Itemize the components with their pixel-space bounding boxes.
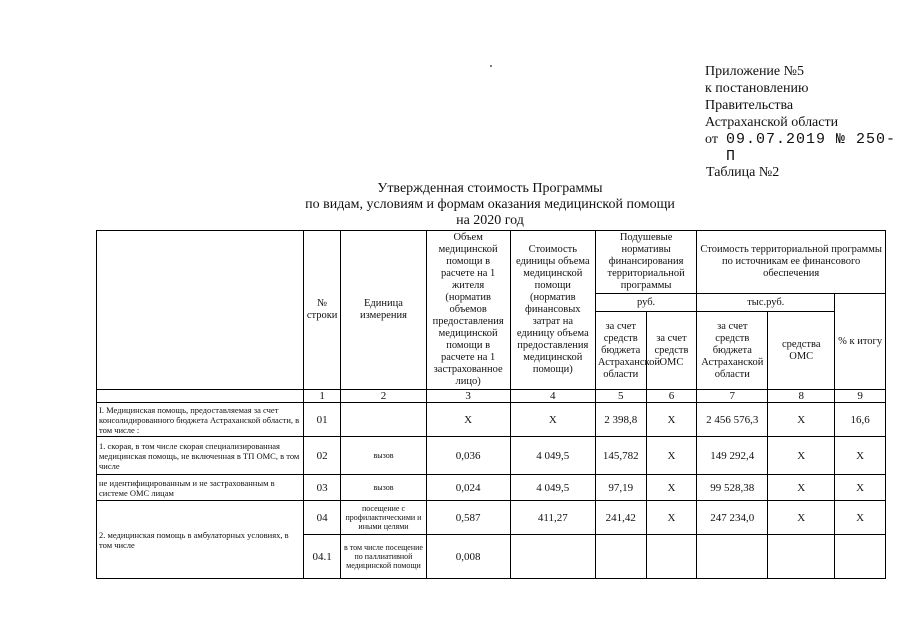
header-percent: % к итогу <box>835 294 886 390</box>
header-cost-unit: Стоимость единицы объема медицинской помощи (норматив финансовых затрат на единицу объема предоставления медицинской помощи) <box>510 231 595 390</box>
row-cost: X <box>510 403 595 437</box>
row-name: 1. скорая, в том числе скорая специализированная медицинская помощь, не включенная в ТП ОМС, в том числе <box>97 437 304 475</box>
table-row <box>97 475 886 501</box>
header-per-capita: Подушевые нормативы финансирования территориальной программы <box>595 231 696 294</box>
appendix-line-3: Правительства <box>705 98 794 113</box>
row-unit <box>341 403 426 437</box>
column-number: 6 <box>646 390 697 403</box>
row-pc-budget: 145,782 <box>595 437 646 475</box>
row-cost <box>510 535 595 579</box>
row-tc-budget <box>697 535 768 579</box>
header-thous-rub: тыс.руб. <box>697 294 835 312</box>
row-no: 01 <box>303 403 341 437</box>
header-budget: за счет средств бюджета Астраханской области <box>595 312 646 390</box>
column-number: 9 <box>835 390 886 403</box>
column-number: 5 <box>595 390 646 403</box>
header-oms: за счет средств ОМС <box>646 312 697 390</box>
row-volume: 0,036 <box>426 437 510 475</box>
row-pc-oms: X <box>646 501 697 535</box>
header-rub: руб. <box>595 294 696 312</box>
header-budget-2: за счет средств бюджета Астраханской области <box>697 312 768 390</box>
title-line-3: на 2020 год <box>456 213 524 228</box>
appendix-line-1: Приложение №5 <box>705 64 804 79</box>
row-percent: X <box>835 475 886 501</box>
row-name: 2. медицинская помощь в амбулаторных условиях, в том числе <box>97 501 304 579</box>
cost-table <box>96 230 886 579</box>
row-pc-budget: 97,19 <box>595 475 646 501</box>
row-no: 03 <box>303 475 341 501</box>
row-cost: 411,27 <box>510 501 595 535</box>
row-percent: 16,6 <box>835 403 886 437</box>
appendix-line-4: Астраханской области <box>705 115 839 130</box>
row-pc-budget: 2 398,8 <box>595 403 646 437</box>
row-unit: вызов <box>341 437 426 475</box>
scan-speck <box>490 65 492 67</box>
header-unit: Единица измерения <box>341 231 426 390</box>
table-row <box>97 437 886 475</box>
header-row-no: № строки <box>303 231 341 390</box>
row-no: 04.1 <box>303 535 341 579</box>
row-name: не идентифицированным и не застрахованным в системе ОМС лицам <box>97 475 304 501</box>
row-pc-budget <box>595 535 646 579</box>
column-number: 7 <box>697 390 768 403</box>
column-number: 3 <box>426 390 510 403</box>
row-volume: 0,008 <box>426 535 510 579</box>
row-tc-budget: 2 456 576,3 <box>697 403 768 437</box>
header-row-1 <box>97 231 886 294</box>
row-percent <box>835 535 886 579</box>
row-tc-oms: X <box>768 403 835 437</box>
row-volume: X <box>426 403 510 437</box>
row-tc-budget: 247 234,0 <box>697 501 768 535</box>
row-volume: 0,024 <box>426 475 510 501</box>
row-pc-budget: 241,42 <box>595 501 646 535</box>
row-tc-budget: 149 292,4 <box>697 437 768 475</box>
appendix-line-2: к постановлению <box>705 81 809 96</box>
table-row <box>97 403 886 437</box>
column-number-blank <box>97 390 304 403</box>
row-pc-oms <box>646 535 697 579</box>
row-tc-oms: X <box>768 437 835 475</box>
row-name: I. Медицинская помощь, предоставляемая за счет консолидированного бюджета Астраханской области, в том числе : <box>97 403 304 437</box>
row-cost: 4 049,5 <box>510 475 595 501</box>
column-number: 8 <box>768 390 835 403</box>
title-line-2: по видам, условиям и формам оказания медицинской помощи <box>305 197 675 212</box>
row-tc-budget: 99 528,38 <box>697 475 768 501</box>
date-value: 09.07.2019 № 250-П <box>725 131 896 165</box>
header-territorial-cost: Стоимость территориальной программы по источникам ее финансового обеспечения <box>697 231 886 294</box>
row-volume: 0,587 <box>426 501 510 535</box>
row-tc-oms: X <box>768 501 835 535</box>
header-blank <box>97 231 304 390</box>
header-oms-2: средства ОМС <box>768 312 835 390</box>
column-number: 1 <box>303 390 341 403</box>
row-unit: в том числе посещение по паллиативной медицинской помощи <box>341 535 426 579</box>
appendix-date-line <box>705 131 905 165</box>
row-percent: X <box>835 501 886 535</box>
row-unit: посещение с профилактическими и иными целями <box>341 501 426 535</box>
row-pc-oms: X <box>646 475 697 501</box>
row-no: 02 <box>303 437 341 475</box>
row-pc-oms: X <box>646 437 697 475</box>
column-number: 4 <box>510 390 595 403</box>
header-volume: Объем медицинской помощи в расчете на 1 жителя (норматив объемов предоставления медицинской помощи в расчете на 1 застрахованное лицо) <box>426 231 510 390</box>
row-no: 04 <box>303 501 341 535</box>
title-line-1: Утвержденная стоимость Программы <box>377 181 603 196</box>
table-row <box>97 501 886 535</box>
row-pc-oms: X <box>646 403 697 437</box>
date-prefix: от <box>705 132 718 147</box>
row-cost: 4 049,5 <box>510 437 595 475</box>
row-percent: X <box>835 437 886 475</box>
document-title <box>250 181 730 229</box>
appendix-block <box>705 63 905 165</box>
column-number: 2 <box>341 390 426 403</box>
row-unit: вызов <box>341 475 426 501</box>
table-label: Таблица №2 <box>706 165 780 180</box>
row-tc-oms: X <box>768 475 835 501</box>
row-tc-oms <box>768 535 835 579</box>
column-number-row <box>97 390 886 403</box>
